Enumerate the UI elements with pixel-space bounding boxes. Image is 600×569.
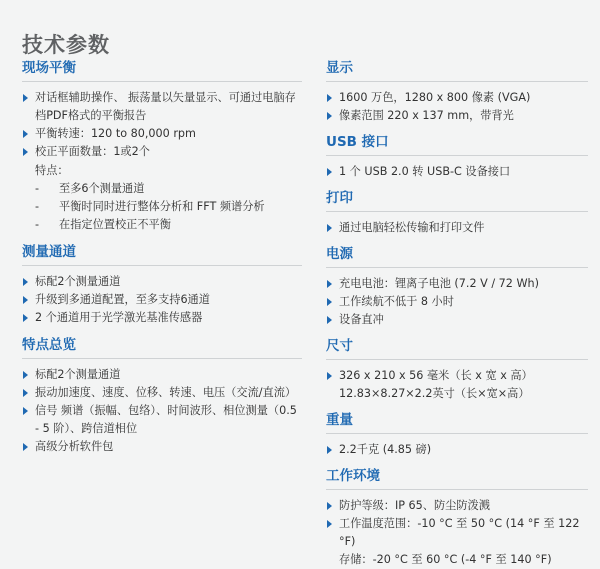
item-text: 在指定位置校正不平衡 [59, 218, 171, 231]
bullet-arrow-icon [23, 371, 28, 379]
item-text: 像素范围 220 x 137 mm，带背光 [339, 109, 514, 122]
list-item [22, 366, 302, 384]
section-title: 显示 [326, 60, 588, 82]
section-title: USB 接口 [326, 134, 588, 156]
item-text: 2 个通道用于光学激光基准传感器 [35, 311, 203, 324]
list-item [326, 275, 588, 293]
item-text: 信号 频谱（振幅、包络）、时间波形、相位测量（0.5 - 5 阶）、跨信道相位 [35, 404, 297, 435]
bullet-arrow-icon [23, 407, 28, 415]
list-item [326, 219, 588, 237]
item-text: 升级到多通道配置，至多支持6通道 [35, 293, 210, 306]
section-balancing [22, 60, 302, 234]
item-text: 326 x 210 x 56 毫米（长 x 宽 x 高） 12.83×8.27×2.2英寸（长×宽×高） [339, 369, 533, 400]
dash-marker: - [35, 200, 40, 213]
bullet-arrow-icon [327, 520, 332, 528]
item-text: 2.2千克 (4.85 磅) [339, 443, 432, 456]
item-text: 工作续航不低于 8 小时 [339, 295, 454, 308]
item-text: 1 个 USB 2.0 转 USB-C 设备接口 [339, 165, 511, 178]
item-text: 高级分析软件包 [35, 440, 114, 453]
list-item [22, 273, 302, 291]
bullet-arrow-icon [327, 224, 332, 232]
list-item [22, 291, 302, 309]
section-title: 打印 [326, 190, 588, 212]
bullet-arrow-icon [23, 296, 28, 304]
section-print [326, 190, 588, 237]
list-item [22, 384, 302, 402]
bullet-arrow-icon [23, 389, 28, 397]
item-text: 对话框辅助操作、 振荡量以矢量显示、可通过电脑存档PDF格式的平衡报告 [35, 91, 296, 122]
section-title: 工作环境 [326, 468, 588, 490]
item-text: 平衡时同时进行整体分析和 FFT 频谱分析 [59, 200, 265, 213]
bullet-arrow-icon [23, 278, 28, 286]
section-title: 重量 [326, 412, 588, 434]
bullet-arrow-icon [327, 446, 332, 454]
sub-list-item [22, 216, 302, 234]
bullet-arrow-icon [327, 316, 332, 324]
bullet-arrow-icon [327, 372, 332, 380]
item-text: 工作温度范围：-10 °C 至 50 °C (14 °F 至 122 °F) 存储：-20 °C 至 60 °C (-4 °F 至 140 °F) [339, 517, 580, 566]
list-item [326, 293, 588, 311]
section-environment [326, 468, 588, 569]
dash-marker: - [35, 182, 40, 195]
item-text: 校正平面数量：1或2个 [35, 145, 150, 158]
list-item [326, 497, 588, 515]
section-usb [326, 134, 588, 181]
item-text: 标配2个测量通道 [35, 275, 121, 288]
list-item [22, 143, 302, 161]
bullet-arrow-icon [327, 298, 332, 306]
sub-list-item [22, 198, 302, 216]
section-weight [326, 412, 588, 459]
sub-list-item [22, 180, 302, 198]
list-item [22, 438, 302, 456]
features-label: 特点： [35, 164, 69, 177]
list-item [22, 125, 302, 143]
item-text: 防护等级：IP 65、防尘防泼溅 [339, 499, 490, 512]
bullet-arrow-icon [327, 280, 332, 288]
bullet-arrow-icon [327, 168, 332, 176]
left-column [22, 60, 302, 456]
dash-marker: - [35, 218, 40, 231]
list-item [326, 107, 588, 125]
right-column [326, 60, 588, 569]
section-features [22, 337, 302, 456]
section-title: 现场平衡 [22, 60, 302, 82]
list-item [22, 309, 302, 327]
list-item [326, 367, 588, 403]
bullet-arrow-icon [23, 130, 28, 138]
list-item [326, 311, 588, 329]
list-item [22, 89, 302, 125]
item-text: 1600 万色，1280 x 800 像素 (VGA) [339, 91, 531, 104]
bullet-arrow-icon [327, 112, 332, 120]
list-item [326, 441, 588, 459]
item-text: 通过电脑轻松传输和打印文件 [339, 221, 485, 234]
bullet-arrow-icon [23, 94, 28, 102]
list-item [326, 89, 588, 107]
item-text: 振动加速度、速度、位移、转速、电压（交流/直流） [35, 386, 297, 399]
bullet-arrow-icon [23, 443, 28, 451]
item-text: 标配2个测量通道 [35, 368, 121, 381]
item-text: 平衡转速：120 to 80,000 rpm [35, 127, 196, 140]
section-title: 电源 [326, 246, 588, 268]
item-text: 至多6个测量通道 [59, 182, 145, 195]
bullet-arrow-icon [23, 148, 28, 156]
section-size [326, 338, 588, 403]
page-title: 技术参数 [22, 33, 110, 57]
item-text: 充电电池：锂离子电池 (7.2 V / 72 Wh) [339, 277, 539, 290]
section-display [326, 60, 588, 125]
section-power [326, 246, 588, 329]
list-item [326, 515, 588, 569]
section-channels [22, 244, 302, 327]
section-title: 特点总览 [22, 337, 302, 359]
section-title: 测量通道 [22, 244, 302, 266]
list-item [22, 402, 302, 438]
bullet-arrow-icon [327, 94, 332, 102]
bullet-arrow-icon [327, 502, 332, 510]
list-item [326, 163, 588, 181]
bullet-arrow-icon [23, 314, 28, 322]
item-text: 设备直冲 [339, 313, 384, 326]
section-title: 尺寸 [326, 338, 588, 360]
